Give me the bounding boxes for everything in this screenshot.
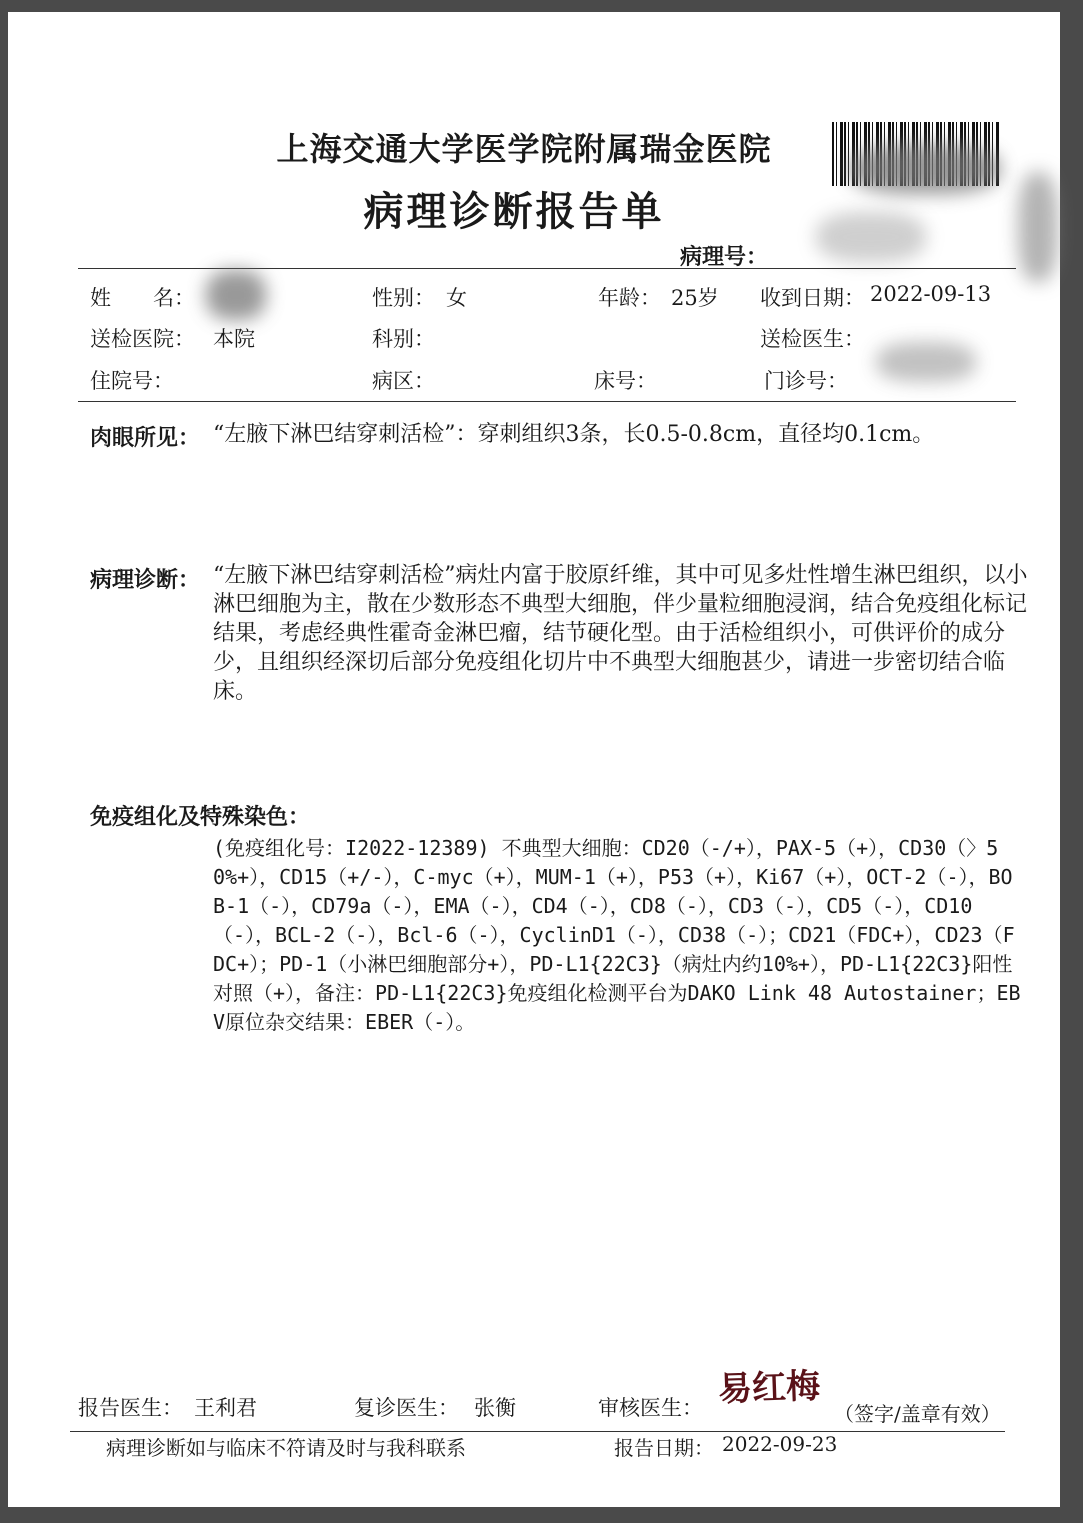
- name-label: 姓 名：: [90, 286, 195, 310]
- sending-hospital-label: 送检医院：: [90, 327, 195, 351]
- report-date-value: 2022-09-23: [722, 1432, 838, 1456]
- sending-hospital-value: 本院: [213, 327, 255, 351]
- department-label: 科别：: [372, 327, 435, 351]
- sending-doctor-label: 送检医生：: [760, 327, 865, 351]
- review-doctor-label: 复诊医生：: [354, 1396, 459, 1420]
- pathology-number-label: 病理号：: [680, 244, 769, 270]
- divider: [78, 401, 1016, 402]
- review-doctor-name: 张衡: [474, 1396, 516, 1420]
- sex-label: 性别：: [372, 286, 435, 310]
- age-label: 年龄：: [598, 286, 661, 310]
- received-date-label: 收到日期：: [760, 286, 865, 310]
- divider: [78, 268, 1016, 269]
- gross-label: 肉眼所见：: [90, 425, 201, 451]
- hospital-name: 上海交通大学医学院附属瑞金医院: [276, 130, 772, 168]
- sign-note: （签字/盖章有效）: [834, 1402, 1001, 1426]
- diagnosis-label: 病理诊断：: [90, 567, 201, 593]
- redaction-mark: [816, 212, 926, 262]
- ihc-label: 免疫组化及特殊染色：: [90, 804, 311, 830]
- outpatient-number-label: 门诊号：: [764, 369, 848, 393]
- report-doctor-name: 王利君: [194, 1396, 257, 1420]
- name-redacted: [206, 270, 266, 320]
- sex-value: 女: [446, 286, 467, 310]
- report-doctor-label: 报告医生：: [78, 1396, 183, 1420]
- report-date-label: 报告日期：: [614, 1436, 714, 1460]
- inpatient-number-label: 住院号：: [90, 369, 174, 393]
- diagnosis-text: “左腋下淋巴结穿刺活检”病灶内富于胶原纤维，其中可见多灶性增生淋巴组织，以小淋巴细胞为主，散在少数形态不典型大细胞，伴少量粒细胞浸润，结合免疫组化标记结果，考虑经典性霍奇金淋巴瘤，结节硬化型。由于活检组织小，可供评价的成分少，且组织经深切后部分免疫组化切片中不典型大细胞甚少，请进一步密切结合临床。: [213, 563, 1028, 704]
- report-page: [8, 12, 1060, 1507]
- audit-signature: 易红梅: [717, 1366, 821, 1410]
- ihc-text: (免疫组化号：I2022-12389) 不典型大细胞：CD20（-/+），PAX-5（+），CD30（〉50%+），CD15（+/-），C-myc（+），MUM-1（+），P53（+），Ki67（+），OCT-2（-），BOB-1（-），CD79a（-），EMA（-），CD4（-），CD8（-），CD3（-），CD5（-），CD10（-），BCL-2（-），Bcl-6（-），CyclinD1（-），CD38（-）；CD21（FDC+），CD23（FDC+）；PD-1（小淋巴细胞部分+），PD-L1{22C3}（病灶内约10%+），PD-L1{22C3}阳性对照（+），备注：PD-L1{22C3}免疫组化检测平台为DAKO Link 48 Autostainer；EBV原位杂交结果：EBER（-）。: [213, 836, 1021, 1034]
- received-date-value: 2022-09-13: [870, 282, 992, 306]
- audit-doctor-label: 审核医生：: [598, 1396, 703, 1420]
- redaction-mark: [850, 144, 1000, 194]
- doctor-redacted: [876, 342, 976, 382]
- disclaimer: 病理诊断如与临床不符请及时与我科联系: [106, 1436, 466, 1460]
- gross-text: “左腋下淋巴结穿刺活检”：穿刺组织3条，长0.5-0.8cm，直径均0.1cm。: [213, 422, 935, 447]
- redaction-mark: [1018, 172, 1058, 282]
- ward-label: 病区：: [372, 369, 435, 393]
- bed-number-label: 床号：: [594, 369, 657, 393]
- age-value: 25岁: [671, 286, 719, 310]
- report-title: 病理诊断报告单: [363, 188, 665, 235]
